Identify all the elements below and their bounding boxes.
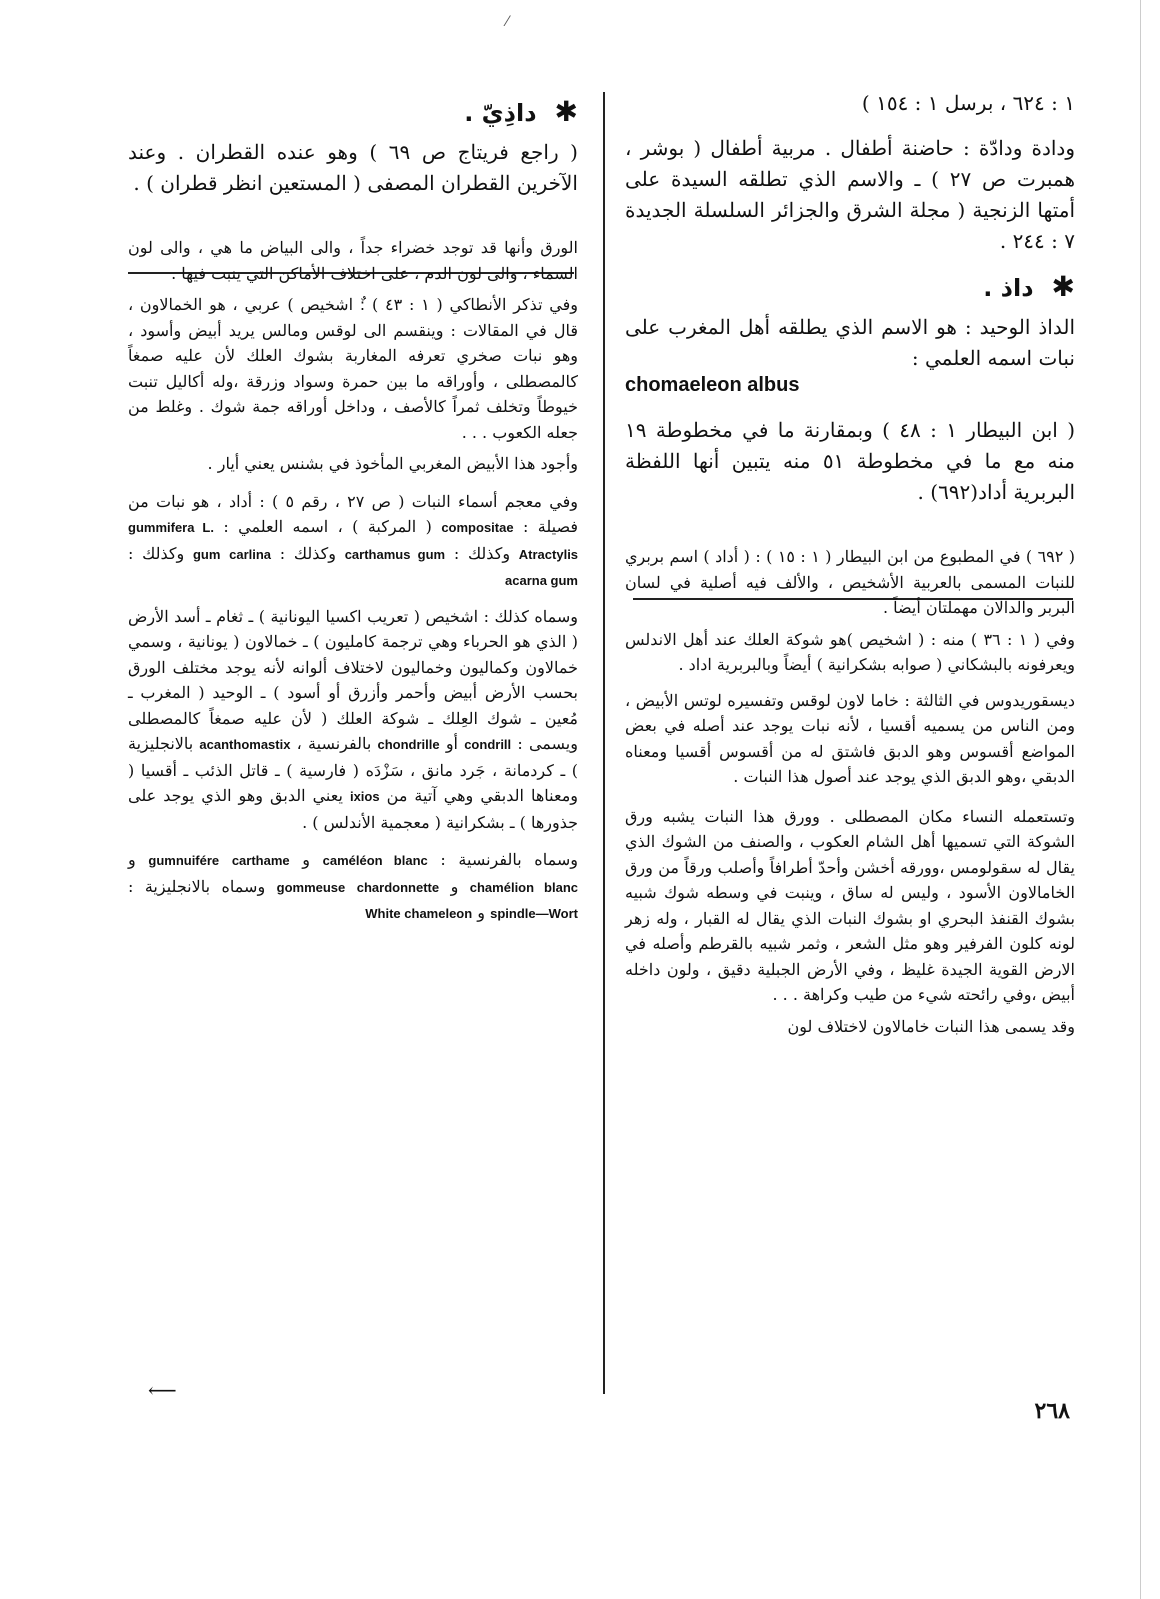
scan-mark: ⁄ (506, 14, 509, 30)
plant-names-dictionary: وفي معجم أسماء النبات ( ص ٢٧ ، رقم ٥ ) : أداد ، هو نبات من فصيلة : compositae ( المركبة ) ، اسمه العلمي : gummifera L. Atractylis وكذلك : carthamus gum وكذلك : gum carlina وكذلك : acarna gum (128, 491, 579, 588)
entry-dada: ودادة ودادّة : حاضنة أطفال . مربية أطفال ( بوشر ، همبرت ص ٢٧ ) ـ والاسم الذي تطلقه السيدة على أمتها الزنجية ( مجلة الشرق والجزائر السلسلة الجديدة ٧ : ٢٤٤ . (625, 136, 1075, 253)
entry-heading-dadh: ✱داذ . (983, 270, 1075, 303)
dadh-reference: ( ابن البيطار ١ : ٤٨ ) وبمقارنة ما في مخطوطة ١٩ منه مع ما في مخطوطة ٥١ منه يتبين أنها اللفظة البربرية أداد(٦٩٢) . (625, 418, 1076, 504)
continue-arrow-icon: ⟵ (148, 1378, 177, 1402)
dadh-latin-name: chomaeleon albus (625, 374, 800, 396)
footnote-continued: وقد يسمى هذا النبات خامالاون لاختلاف لون (787, 1016, 1075, 1036)
left-column (128, 94, 578, 933)
asterisk-icon: ✱ (554, 95, 578, 128)
best-white-paragraph: وأجود هذا الأبيض المغربي المأخوذ في بشنس يعني أيار . (207, 454, 578, 473)
entry-heading-dadhi: ✱داذِيّ . (464, 95, 578, 128)
footnote-692: ( ٦٩٢ ) في المطبوع من ابن البيطار ( ١ : ١٥ ) : ( أداد ) اسم بربري للنبات المسمى بالعربية الأشخيص ، والألف فيه أصلية في لسان البربر والدالان مهملتان أيضاً . (625, 547, 1076, 617)
footnote-usage: وتستعمله النساء مكان المصطلى . وورق هذا النبات يشبه ورق الشوكة التي تسميها أهل الشام العكوب ، والصنف من الشوك الذي يقال له سقولومس ،وورقه أخشن وأحدّ أطرافاً وأصلب ورقاً من ورق الخامالاون الأسود ، وليس له ساق ، وينبت في وسطه شوك شبيه بشوك القنفذ البحري او بشوك النبات الذي يقال له القبار ، وله زهر لونه كلون الفرفير وهو مثل الشعر ، وثمر شبيه بالقرطم وأصله في الارض القوية الجيدة غليظ ، وفي الأرض الجبلية دقيق ، ولون داخله أبيض ،وفي رائحته شيء من طيب وكراهة . . . (625, 806, 1075, 1004)
synonyms-paragraph: وسماه كذلك : اشخيص ( تعريب اكسيا اليونانية ) ـ ثغام ـ أسد الأرض ( الذي هو الحرباء وهي ترجمة كامليون ) ـ خمالاون ( يونانية ، وسمي خمالاون وكماليون وخماليون لاختلاف ألوانه لأنه يوجد مختلف الورق بحسب الأرض أبيض وأحمر وأزرق أو أسود ) ـ الوحيد ( المغرب ـ مُعين ـ شوك العِلك ـ شوكة العلك ( لأن عليه صمغاً كالمصطلى ويسمى : condrill أو chondrille بالفرنسية ، acanthomastix بالانجليزية ) ـ كردمانة ، جَرد مانق ، سَزْدَه ( فارسية ) ـ قاتل الذئب ـ أقسيا ( ومعناها الدبقي وهي آتية من ixios يعني الدبق وهو الذي يوجد على جذورها ) ـ بشكرانية ( معجمية الأندلس ) . (128, 606, 578, 832)
top-reference: ١ : ٦٢٤ ، برسل ١ : ١٥٤ ) (861, 91, 1075, 115)
page-number: ٢٦٨ (1034, 1398, 1070, 1424)
foreign-names-paragraph: وسماه بالفرنسية : caméléon blanc و gumnuifére carthame و chamélion blanc و gommeuse chardonnette وسماه بالانجليزية : spindle—Wort و White chameleon (128, 850, 578, 922)
page-edge (1140, 0, 1141, 1599)
right-column (625, 88, 1075, 1045)
antaki-paragraph: وفي تذكر الأنطاكي ( ١ : ٤٣ ) :ٌ اشخيص ) عربي ، هو الخمالاون ، قال في المقالات : وينقسم الى لوقس ومالس يريد أبيض وأسود ، وهو نبات صخري تعرفه المغاربة بشوك العلك لأن عليه صمغاً كالمصطلى ، وأوراقه ما بين حمرة وسواد وزرقة ،وله أكاليل تنبت خيوطاً وتخلف ثمراً كالأصف ، وداخل أوراقه جمة شوك . وغلط من جعله الكعوب . . . (128, 295, 579, 442)
leaf-colors-paragraph: الورق وأنها قد توجد خضراء جداً ، والى البياض ما هي ، والى لون السماء ، والى لون الدم ، على اختلاف الأماكن التي ينبت فيها . (128, 238, 578, 283)
dadhi-definition: ( راجع فريتاج ص ٦٩ ) وهو عنده القطران . وعند الآخرين القطران المصفى ( المستعين انظر قطران ) . (128, 140, 578, 195)
footnote-second-ref: وفي ( ١ : ٣٦ ) منه : ( اشخيص )هو شوكة العلك عند أهل الاندلس ويعرفونه بالبشكاني ( صوابه بشكرانية ) أيضاً وبالبربرية اداد . (625, 629, 1076, 674)
column-divider (603, 92, 605, 1394)
dadh-definition: الداذ الوحيد : هو الاسم الذي يطلقه أهل المغرب على نبات اسمه العلمي : (625, 315, 1075, 370)
footnote-dioscorides: ديسقوريدوس في الثالثة : خاما لاون لوقس وتفسيره لوتس الأبيض ، ومن الناس من يسميه أقسيا ، لأنه نبات يوجد عند أصله في بعض المواضع أقسوس وهو الدبق فاشتق له من أقسوس أقسيا ومعناه الدبقي ،وهو الدبق الذي يوجد عند أصول هذا النبات . (625, 690, 1075, 786)
asterisk-icon: ✱ (1051, 270, 1075, 303)
